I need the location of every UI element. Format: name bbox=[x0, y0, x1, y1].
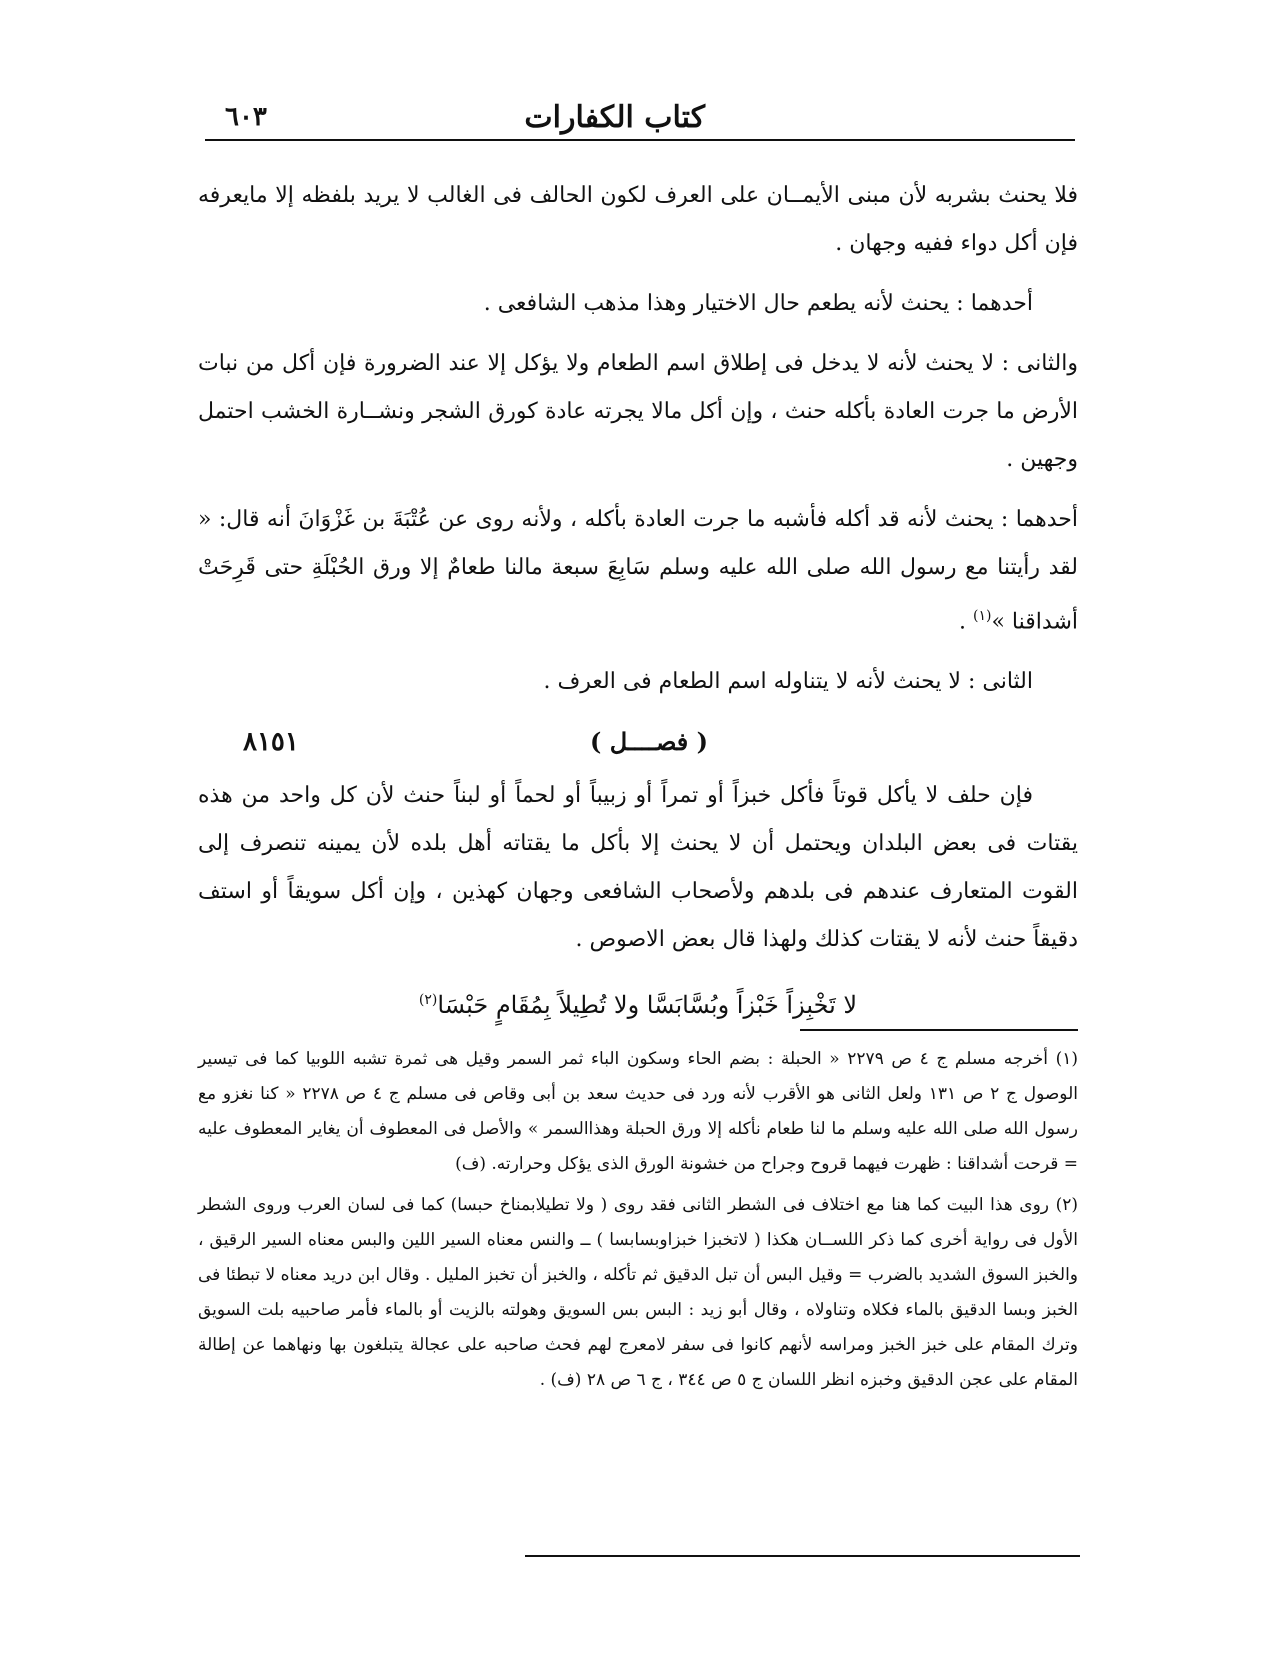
main-text bbox=[198, 172, 1078, 1041]
page-title: كتاب الكفارات bbox=[524, 100, 705, 135]
header-divider bbox=[205, 139, 1075, 141]
footnote-ref-2: (٢) bbox=[418, 992, 438, 1009]
page-header bbox=[205, 100, 1075, 140]
bottom-divider bbox=[525, 1555, 1080, 1557]
footnote-divider bbox=[800, 1029, 1078, 1031]
paragraph-4-end: . bbox=[959, 609, 973, 635]
footnote-2: (٢) روى هذا البيت كما هنا مع اختلاف فى الشطر الثانى فقد روى ( ولا تطيلابمناخ حبسا) كما فى لسان العرب وروى الشطر الأول فى رواية أخرى كما ذكر اللســان هكذا ( لاتخبزا خبزاوبسابسا ) ــ والنس معناه السير اللين والبس معناه السير الرقيق ، والخبز السوق الشديد بالضرب = وقيل البس أن تبل الدقيق ثم تأكله ، والخبز أن تخبز المليل . وقال ابن دريد معناه لا تبطئا فى الخبز وبسا الدقيق بالماء فكلاه وتناولاه ، وقال أبو زيد : البس بس السويق وهولته بالزيت أو بالماء فأمر صاحبيه بلت السويق وترك المقام على خبز الخبز ومراسه لأنهم كانوا فى سفر لامعرج لهم فحث صاحبه على عجالة يتبلغون بها ونهاهما عن إطالة المقام على عجن الدقيق وخبزه انظر اللسان ج ٥ ص ٣٤٤ ، ج ٦ ص ٢٨ (ف) . bbox=[198, 1195, 1078, 1390]
paragraph-6: فإن حلف لا يأكل قوتاً فأكل خبزاً أو تمراً أو زبيباً أو لحماً أو لبناً حنث لأن كل واحد من هذه يقتات فى بعض البلدان ويحتمل أن لا يحنث إلا بأكل ما يقتاته أهل بلده لأن يمينه تنصرف إلى القوت المتعارف عندهم فى بلدهم ولأصحاب الشافعى وجهان كهذين ، وإن أكل سويقاً أو استف دقيقاً حنث لأنه لا يقتات كذلك ولهذا قال بعض الاصوص . bbox=[198, 783, 1078, 953]
page-number: ٦٠٣ bbox=[225, 102, 267, 132]
section-number: ٨١٥١ bbox=[243, 727, 299, 758]
footnote-1: (١) أخرجه مسلم ج ٤ ص ٢٢٧٩ « الحبلة : بضم الحاء وسكون الباء ثمر السمر وقيل هى ثمرة تشبه اللوبيا كما فى تيسير الوصول ج ٢ ص ١٣١ ولعل الثانى هو الأقرب لأنه ورد فى حديث سعد بن أبى وقاص فى مسلم ج ٤ ص ٢٢٧٨ « كنا نغزو مع رسول الله صلى الله عليه وسلم ما لنا طعام نأكله إلا ورق الحبلة وهذاالسمر » والأصل فى المعطوف أن يغاير المعطوف عليه = قرحت أشداقنا : ظهرت فيهما قروح وجراح من خشونة الورق الذى يؤكل وحرارته. (ف) bbox=[198, 1049, 1078, 1174]
footnotes bbox=[198, 1042, 1078, 1404]
paragraph-2: أحدهما : يحنث لأنه يطعم حال الاختيار وهذا مذهب الشافعى . bbox=[483, 291, 1033, 316]
paragraph-4 bbox=[198, 496, 1078, 646]
verse-line bbox=[198, 976, 1078, 1029]
paragraph-1: فلا يحنث بشربه لأن مبنى الأيمــان على العرف لكون الحالف فى الغالب لا يريد بلفظه إلا مايعرفه فإن أكل دواء ففيه وجهان . bbox=[198, 183, 1078, 256]
section-heading bbox=[198, 718, 1078, 766]
verse-text: لا تَخْبِزاً خَبْزاً وبُسَّابَسَّا ولا تُطِيلاً بِمُقَامٍ حَبْسَا bbox=[437, 991, 858, 1020]
footnote-ref-1: (١) bbox=[973, 608, 992, 624]
paragraph-5: الثانى : لا يحنث لأنه لا يتناوله اسم الطعام فى العرف . bbox=[543, 669, 1033, 695]
paragraph-3: والثانى : لا يحنث لأنه لا يدخل فى إطلاق اسم الطعام ولا يؤكل إلا عند الضرورة فإن أكل من نبات الأرض ما جرت العادة بأكله حنث ، وإن أكل مالا يجرته عادة كورق الشجر ونشــارة الخشب احتمل وجهين . bbox=[198, 351, 1078, 472]
section-label: ( فصــــل ) bbox=[589, 727, 708, 757]
paragraph-4-text: أحدهما : يحنث لأنه قد أكله فأشبه ما جرت العادة بأكله ، ولأنه روى عن عُتْبَةَ بن غَزْوَانَ أنه قال: « لقد رأيتنا مع رسول الله صلى الله عليه وسلم سَابِعَ سبعة مالنا طعامٌ إلا ورق الحُبْلَةِ حتى قَرِحَتْ أشداقنا » bbox=[198, 507, 1078, 635]
